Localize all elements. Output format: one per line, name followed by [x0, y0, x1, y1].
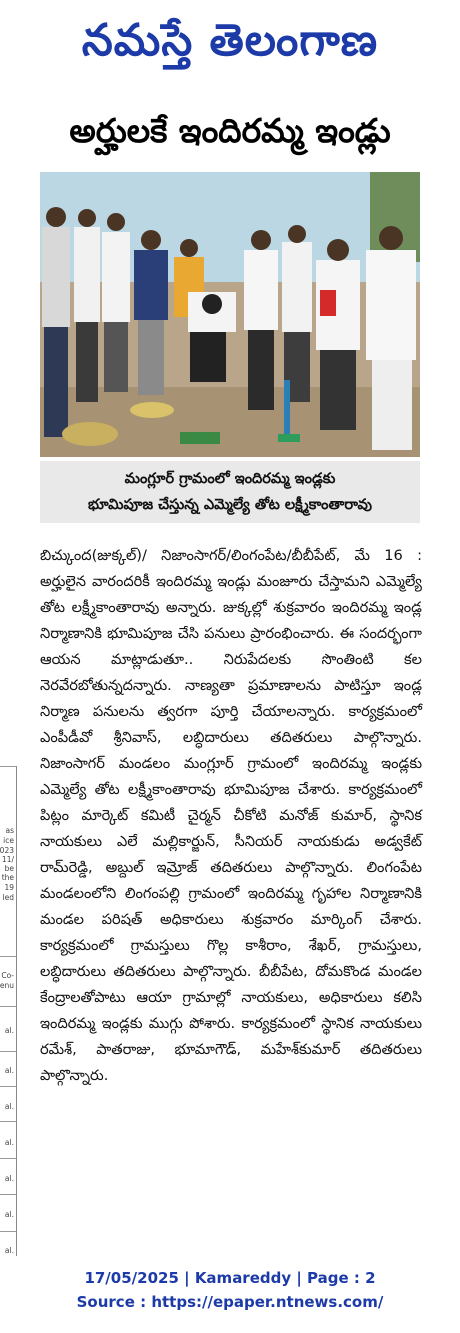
adjacent-article-edge [0, 766, 17, 1256]
caption-line-2: భూమిపూజ చేస్తున్న ఎమ్మెల్యే తోట లక్ష్మీకాంతారావు [88, 497, 372, 513]
edge-fragment-text: al. [4, 1246, 14, 1255]
photo-caption [40, 461, 420, 523]
edge-rule [0, 956, 16, 957]
edge-rule [0, 1086, 16, 1087]
article-paragraph: బిచ్కుంద(జుక్కల్)/ నిజాంసాగర్/లింగంపేట/బీబీపేట్, మే 16 : అర్హులైన వారందరికీ ఇందిరమ్మ ఇండ్లు మంజూరు చేస్తామని ఎమ్మెల్యే తోట లక్ష్మీకాంతారావు అన్నారు. జుక్కల్లో శుక్రవారం ఇందిరమ్మ ఇండ్ల నిర్మాణానికి భూమిపూజ చేసి పనులు ప్రారంభించారు. ఈ సందర్భంగా ఆయన మాట్లాడుతూ.. నిరుపేదలకు సొంతింటి కల నెరవేరబోతున్నదన్నారు. నాణ్యతా ప్రమాణాలను పాటిస్తూ ఇండ్ల నిర్మాణ పనులను త్వరగా పూర్తి చేయాలన్నారు. కార్యక్రమంలో ఎంపీడీవో శ్రీనివాస్, లబ్ధిదారులు తదితరులు పాల్గొన్నారు. నిజాంసాగర్ మండలం మంగ్లూర్ గ్రామంలో ఇందిరమ్మ ఇండ్లకు ఎమ్మెల్యే తోట లక్ష్మీకాంతారావు భూమిపూజ చేశారు. కార్యక్రమంలో పిట్లం మార్కెట్ కమిటీ చైర్మన్ చీకోటి మనోజ్ కుమార్, స్థానిక నాయకులు ఎలే మల్లికార్జున్, సీనియర్ నాయకుడు అడ్వకేట్ రామ్‌రెడ్డి, అబ్దుల్ ఇమ్రోజ్ తదితరులు పాల్గొన్నారు. లింగంపేట మండలంలోని లింగంపల్లి గ్రామంలో ఇందిరమ్మ గృహాల నిర్మాణానికి మండల పరిషత్ అధికారులు శుక్రవారం మార్కింగ్ చేశారు. కార్యక్రమంలో గ్రామస్తులు గొల్ల కాశీరాం, శేఖర్, గ్రామస్తులు, లబ్ధిదారులు తదితరులు పాల్గొన్నారు. బీబీపేట, దోమకొండ మండల కేంద్రాలతోపాటు ఆయా గ్రామాల్లో నాయకులు, అధికారులు కలిసి ఇందిరమ్మ ఇండ్లకు ముగ్గు పోశారు. కార్యక్రమంలో స్థానిక నాయకులు రమేశ్, పాతరాజు, భూమాగౌడ్, మహేశ్‌కుమార్ తదితరులు పాల్గొన్నారు. [40, 547, 422, 1084]
edge-fragment-text: be [4, 864, 14, 873]
edge-fragment-text: the [1, 873, 14, 882]
edge-fragment-text: al. [4, 1066, 14, 1075]
edge-fragment-text: led [2, 893, 14, 902]
edge-fragment-text: 023 [0, 846, 14, 855]
newspaper-masthead: నమస్తే తెలంగాణ [81, 15, 379, 66]
footer-source: Source : https://epaper.ntnews.com/ [76, 1293, 384, 1311]
edge-fragment-text: 11/ [1, 855, 14, 864]
edge-rule [0, 766, 16, 767]
edge-rule [0, 1006, 16, 1007]
edge-fragment-text: al. [4, 1210, 14, 1219]
news-photo [40, 172, 420, 457]
edge-rule [0, 1194, 16, 1195]
photo-illustration [40, 172, 420, 457]
edge-rule [0, 1121, 16, 1122]
edge-fragment-text: al. [4, 1138, 14, 1147]
edge-fragment-text: as [5, 826, 14, 835]
edge-fragment-text: 19 [4, 883, 14, 892]
edge-rule [0, 1231, 16, 1232]
caption-line-1: మంగ్లూర్ గ్రామంలో ఇందిరమ్మ ఇండ్లకు [124, 471, 336, 487]
article-body [40, 543, 422, 1089]
edge-fragment-text: enu [0, 981, 14, 990]
edge-fragment-text: al. [4, 1102, 14, 1111]
edge-rule [0, 1158, 16, 1159]
edge-rule [0, 1051, 16, 1052]
edge-fragment-text: al. [4, 1026, 14, 1035]
footer-date-edition: 17/05/2025 | Kamareddy | Page : 2 [84, 1269, 376, 1287]
edge-fragment-text: Co- [1, 971, 14, 980]
edge-fragment-text: al. [4, 1174, 14, 1183]
edge-fragment-text: ice [3, 836, 14, 845]
article-headline: అర్హులకే ఇందిరమ్మ ఇండ్లు [69, 111, 391, 150]
